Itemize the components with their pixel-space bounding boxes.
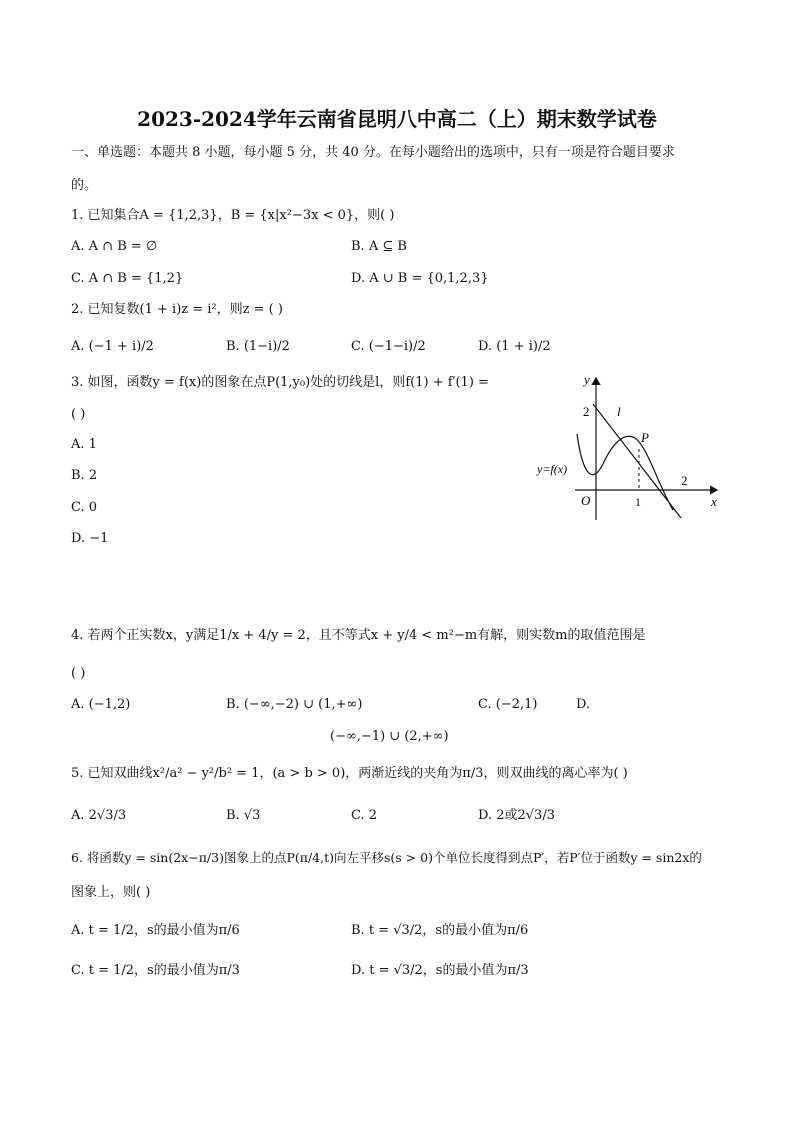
q2-option-d: D. (1 + i)/2 <box>478 339 551 354</box>
tick-y-2: 2 <box>583 404 590 419</box>
q5-option-d: D. 2或2√3/3 <box>478 808 555 823</box>
q5-option-a: A. 2√3/3 <box>71 808 127 823</box>
question-6-stem-line1: 6. 将函数y = sin(2x−π/3)图象上的点P(π/4,t)向左平移s(s > 0)个单位长度得到点P′，若P′位于函数y = sin2x的 <box>71 850 702 865</box>
q3-option-b: B. 2 <box>71 468 98 483</box>
question-4-stem-line1: 4. 若两个正实数x，y满足1/x + 4/y = 2，且不等式x + y/4 < m²−m有解，则实数m的取值范围是 <box>71 628 646 643</box>
q3-option-a: A. 1 <box>71 437 97 452</box>
question-2-stem: 2. 已知复数(1 + i)z = i²，则z = ( ) <box>71 302 283 317</box>
question-4-stem-line2: ( ) <box>71 666 86 681</box>
q1-option-b: B. A ⊆ B <box>351 239 407 254</box>
section-heading-line2: 的。 <box>71 178 98 193</box>
y-axis-label: y <box>584 372 590 387</box>
section-heading-line1: 一、单选题：本题共 8 小题，每小题 5 分，共 40 分。在每小题给出的选项中，只有一项是符合题目要求 <box>71 145 675 160</box>
q4-option-d-continued: (−∞,−1) ∪ (2,+∞) <box>330 729 449 744</box>
q5-option-b: B. √3 <box>226 808 261 823</box>
q2-option-c: C. (−1−i)/2 <box>351 339 426 354</box>
q2-option-b: B. (1−i)/2 <box>226 339 290 354</box>
q4-option-a: A. (−1,2) <box>71 697 131 712</box>
q1-option-c: C. A ∩ B = {1,2} <box>71 271 184 286</box>
q1-option-d: D. A ∪ B = {0,1,2,3} <box>351 271 489 286</box>
x-axis-label: x <box>711 494 717 509</box>
question-1-stem: 1. 已知集合A = {1,2,3}，B = {x|x²−3x < 0}，则( ) <box>71 208 395 223</box>
page-title: 2023-2024学年云南省昆明八中高二（上）期末数学试卷 <box>137 107 657 131</box>
label-f: y=f(x) <box>537 462 568 476</box>
tick-x-2: 2 <box>681 473 688 488</box>
label-p: P <box>641 430 649 445</box>
q5-option-c: C. 2 <box>351 808 378 823</box>
question-6-stem-line2: 图象上，则( ) <box>71 885 151 900</box>
q3-option-d: D. −1 <box>71 531 109 546</box>
tick-x-1: 1 <box>635 495 641 509</box>
q1-option-a: A. A ∩ B = ∅ <box>71 239 158 254</box>
q6-option-d: D. t = √3/2，s的最小值为π/3 <box>351 963 529 978</box>
question-3-stem-line1: 3. 如图，函数y = f(x)的图象在点P(1,y₀)处的切线是l，则f(1) + f′(1) = <box>71 375 489 390</box>
q3-function-graph <box>535 372 735 522</box>
q2-option-a: A. (−1 + i)/2 <box>71 339 154 354</box>
question-3-stem-line2: ( ) <box>71 407 86 422</box>
q4-option-c: C. (−2,1) <box>478 697 538 712</box>
q4-option-b: B. (−∞,−2) ∪ (1,+∞) <box>226 697 363 712</box>
question-5-stem: 5. 已知双曲线x²/a² − y²/b² = 1，(a > b > 0)，两渐近线的夹角为π/3，则双曲线的离心率为( ) <box>71 766 628 781</box>
q4-option-d: D. <box>576 697 591 712</box>
label-l: l <box>617 404 621 419</box>
q6-option-b: B. t = √3/2，s的最小值为π/6 <box>351 923 529 938</box>
q3-option-c: C. 0 <box>71 500 98 515</box>
q6-option-a: A. t = 1/2，s的最小值为π/6 <box>71 923 240 938</box>
q6-option-c: C. t = 1/2，s的最小值为π/3 <box>71 963 240 978</box>
origin-label: O <box>581 493 591 508</box>
